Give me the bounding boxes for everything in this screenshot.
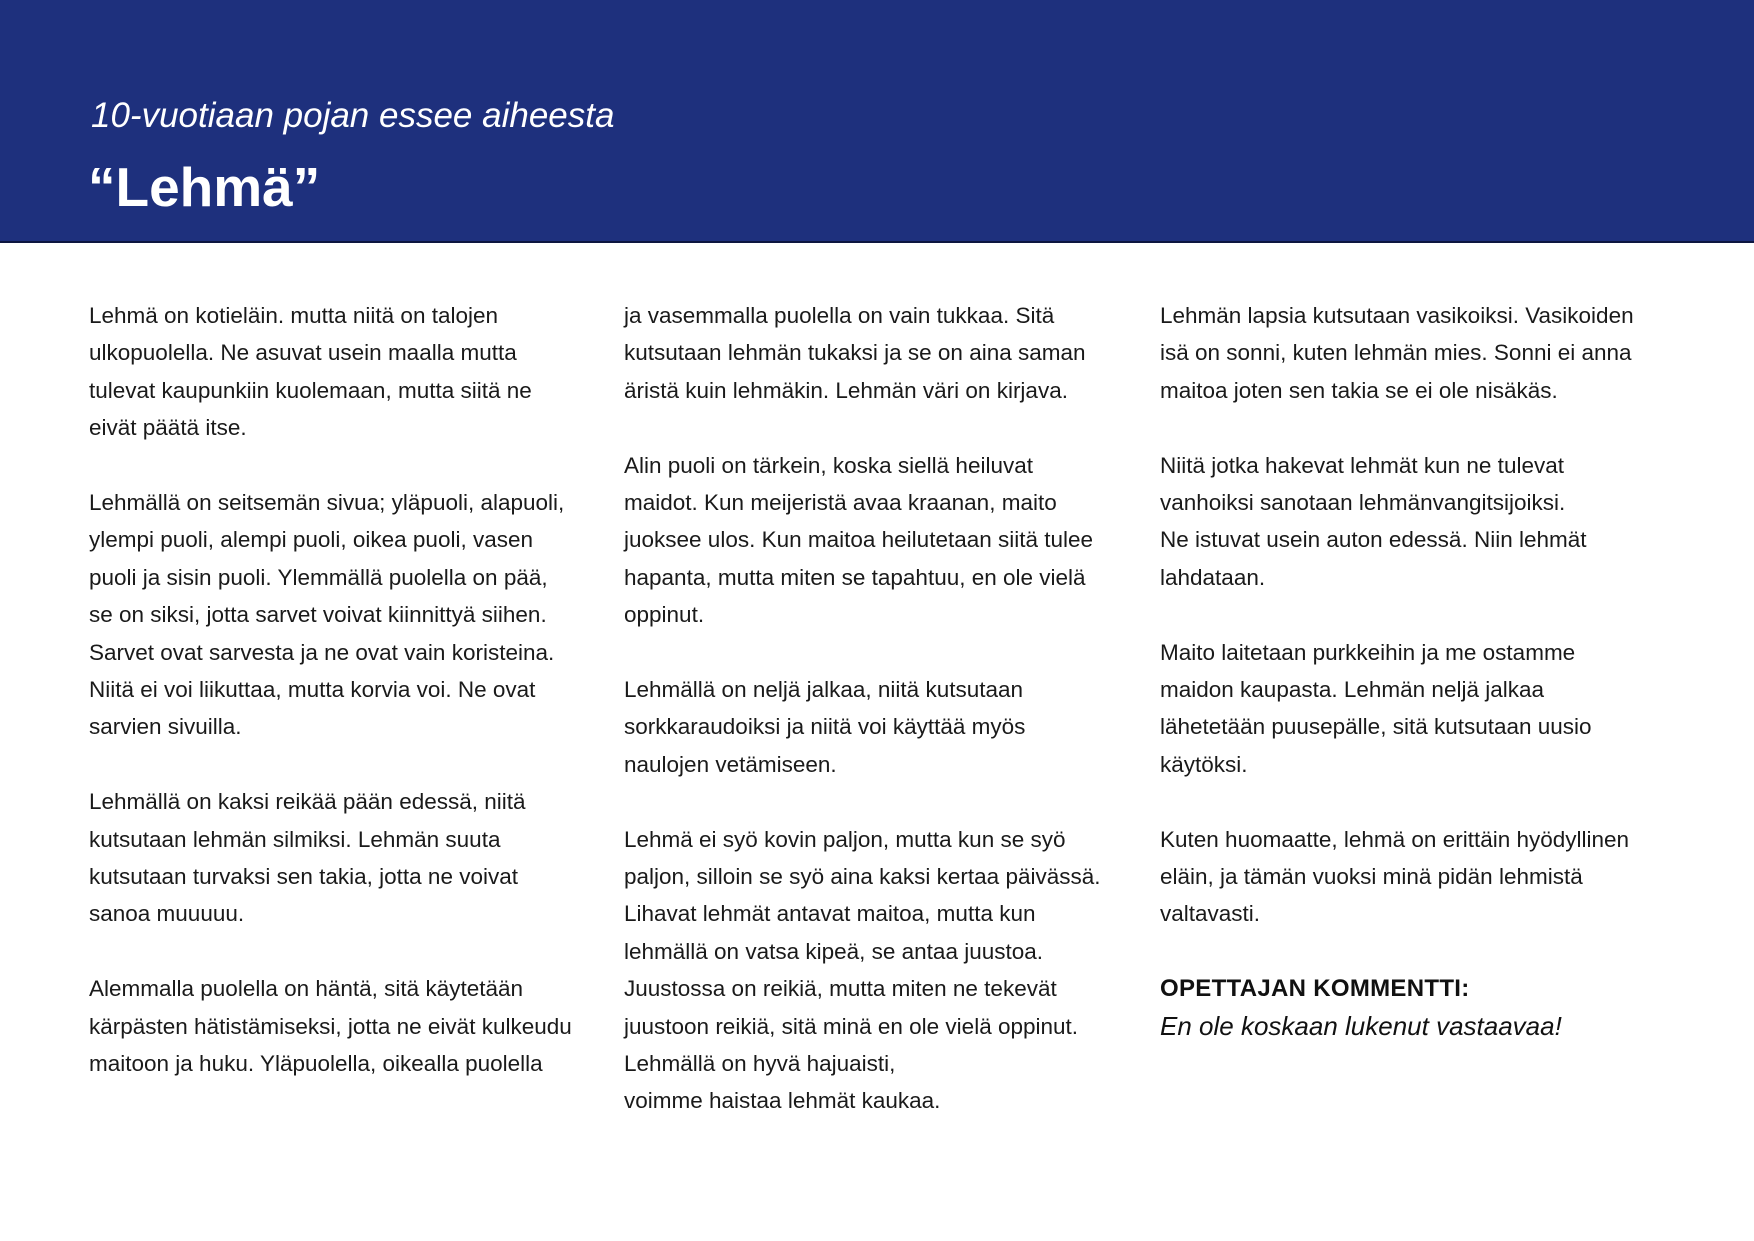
paragraph: Maito laitetaan purkkeihin ja me ostamme maidon kaupasta. Lehmän neljä jalkaa lähetetään puusepälle, sitä kutsutaan uusio käytöksi.	[1160, 639, 1592, 777]
paragraph: Lehmällä on kaksi reikää pään edessä, niitä kutsutaan lehmän silmiksi. Lehmän suuta kutsutaan turvaksi sen takia, jotta ne voivat sanoa muuuuu.	[89, 789, 526, 927]
paragraph: Lehmä on kotieläin. mutta niitä on talojen ulkopuolella. Ne asuvat usein maalla mutta tulevat kaupunkiin kuolemaan, mutta siitä ne eivät päätä itse.	[89, 303, 532, 441]
paragraph: Lehmän lapsia kutsutaan vasikoiksi. Vasikoiden isä on sonni, kuten lehmän mies. Sonni ei anna maitoa joten sen takia se ei ole nisäkäs.	[1160, 303, 1634, 403]
text-column-3	[1160, 297, 1680, 1045]
essay-subtitle: 10-vuotiaan pojan essee aiheesta	[91, 96, 615, 135]
paragraph: Niitä jotka hakevat lehmät kun ne tulevat vanhoiksi sanotaan lehmänvangitsijoiksi. Ne istuvat usein auton edessä. Niin lehmät lahdataan.	[1160, 452, 1587, 590]
paragraph: ja vasemmalla puolella on vain tukkaa. Sitä kutsutaan lehmän tukaksi ja se on aina saman äristä kuin lehmäkin. Lehmän väri on kirjava.	[624, 303, 1086, 403]
text-column-2	[624, 297, 1144, 1120]
paragraph: Lehmällä on seitsemän sivua; yläpuoli, alapuoli, ylempi puoli, alempi puoli, oikea puoli, vasen puoli ja sisin puoli. Ylemmällä puolella on pää, se on siksi, jotta sarvet voivat kiinnittyä siihen. Sarvet ovat sarvesta ja ne ovat vain koristeina. Niitä ei voi liikuttaa, mutta korvia voi. Ne ovat sarvien sivuilla.	[89, 490, 565, 740]
paragraph: Lehmä ei syö kovin paljon, mutta kun se syö paljon, silloin se syö aina kaksi kertaa päivässä. Lihavat lehmät antavat maitoa, mutta kun lehmällä on vatsa kipeä, se antaa juustoa. Juustossa on reikiä, mutta miten ne tekevät juustoon reikiä, sitä minä en ole vielä oppinut. Lehmällä on hyvä hajuaisti, voimme haistaa lehmät kaukaa.	[624, 826, 1101, 1114]
teacher-comment	[1160, 970, 1680, 1045]
paragraph: Alemmalla puolella on häntä, sitä käytetään kärpästen hätistämiseksi, jotta ne eivät kulkeudu maitoon ja huku. Yläpuolella, oikealla puolella	[89, 976, 572, 1077]
essay-title: “Lehmä”	[88, 156, 321, 218]
text-column-1	[89, 297, 609, 1082]
teacher-comment-text: En ole koskaan lukenut vastaavaa!	[1160, 1010, 1562, 1041]
paragraph: Kuten huomaatte, lehmä on erittäin hyödyllinen eläin, ja tämän vuoksi minä pidän lehmistä valtavasti.	[1160, 826, 1630, 927]
teacher-comment-heading: OPETTAJAN KOMMENTTI:	[1160, 975, 1470, 1003]
paragraph: Lehmällä on neljä jalkaa, niitä kutsutaan sorkkaraudoiksi ja niitä voi käyttää myös naulojen vetämiseen.	[624, 677, 1026, 777]
header-banner	[0, 0, 1754, 243]
paragraph: Alin puoli on tärkein, koska siellä heiluvat maidot. Kun meijeristä avaa kraanan, maito juoksee ulos. Kun maitoa heilutetaan siitä tulee hapanta, mutta miten se tapahtuu, en ole vielä oppinut.	[624, 452, 1094, 628]
